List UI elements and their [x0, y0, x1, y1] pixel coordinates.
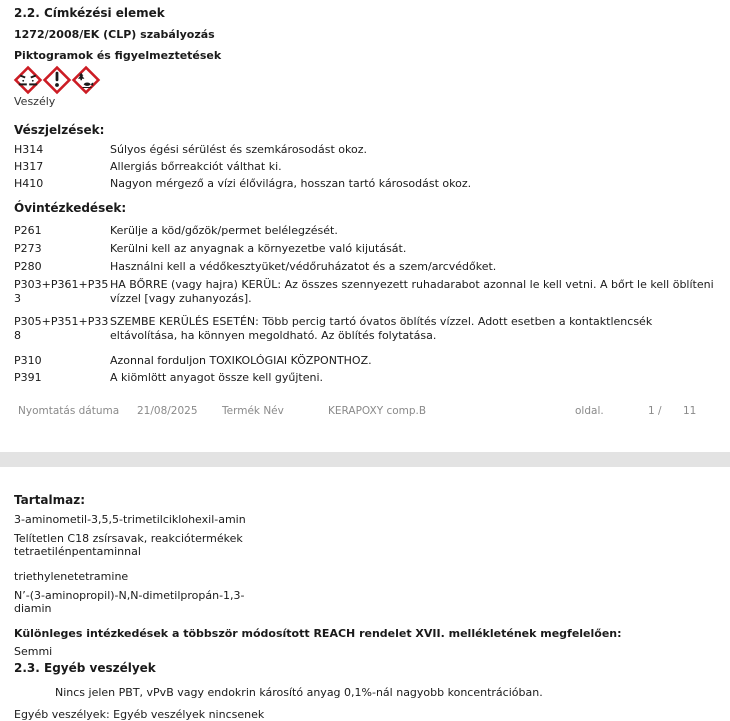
precaution-code: P310 [14, 354, 42, 367]
precaution-code: P273 [14, 242, 42, 255]
precaution-row [14, 240, 716, 258]
hazard-code: H314 [14, 143, 44, 156]
print-date-label: Nyomtatás dátuma [18, 405, 120, 417]
ghs09-environment-icon [72, 66, 100, 94]
product-name-value: KERAPOXY comp.B [328, 405, 427, 417]
page-total: 11 [683, 405, 697, 417]
hazard-text: Súlyos égési sérülést és szemkárosodást okoz. [110, 143, 367, 156]
precaution-text: HA BŐRRE (vagy hajra) KERÜL: Az összes szennyezett ruhadarabot azonnal le kell vetni. A bőrt le kell öblíteni vízzel [vagy zuhanyozás]. [110, 278, 714, 305]
precaution-text: A kiömlött anyagot össze kell gyűjteni. [110, 371, 323, 384]
ghs07-exclamation-icon [43, 66, 71, 94]
precaution-code: P305+P351+P338 [14, 315, 109, 342]
substance-item: Telítetlen C18 zsírsavak, reakciótermékek tetraetilénpentaminnal [14, 532, 243, 558]
print-date-value: 21/08/2025 [137, 405, 198, 417]
section-2-2-title: 2.2. Címkézési elemek [14, 6, 165, 20]
hazard-row [14, 175, 716, 192]
reach-restrictions-heading: Különleges intézkedések a többször módosított REACH rendelet XVII. mellékletének megfelelően: [14, 627, 622, 640]
product-name-label: Termék Név [222, 405, 284, 417]
precaution-text: Használni kell a védőkesztyüket/védőruházatot és a szem/arcvédőket. [110, 260, 497, 273]
signal-word: Veszély [14, 95, 56, 108]
reach-restrictions-value: Semmi [14, 645, 53, 658]
precaution-code: P303+P361+P353 [14, 278, 109, 305]
precaution-row [14, 352, 716, 369]
hazard-row [14, 141, 716, 158]
precaution-text: Kerülje a köd/gőzök/permet belélegzését. [110, 224, 338, 237]
page-2-content [0, 467, 730, 721]
hazard-text: Nagyon mérgező a vízi élővilágra, hosszan tartó károsodást okoz. [110, 177, 472, 190]
precaution-row [14, 222, 716, 240]
precaution-row [14, 369, 716, 386]
hazard-statements-table [14, 141, 716, 192]
precaution-row [14, 315, 716, 343]
precaution-code: P280 [14, 260, 42, 273]
ghs-pictogram-row [14, 66, 716, 94]
substance-item: 3-aminometil-3,5,5-trimetilciklohexil-amin [14, 513, 246, 526]
precaution-text: SZEMBE KERÜLÉS ESETÉN: Több percig tartó óvatos öblítés vízzel. Adott esetben a kontaktlencsék eltávolítása, ha könnyen megoldható. Az öblítés folytatása. [110, 315, 653, 342]
precaution-text: Kerülni kell az anyagnak a környezetbe való kijutását. [110, 242, 407, 255]
pbt-statement: Nincs jelen PBT, vPvB vagy endokrin károsító anyag 0,1%-nál nagyobb koncentrációban. [55, 686, 543, 699]
hazard-statements-heading: Vészjelzések: [14, 123, 105, 137]
pictograms-heading: Piktogramok és figyelmeztetések [14, 49, 222, 62]
page-break-divider [0, 452, 730, 467]
page-footer [14, 405, 716, 419]
page-label: oldal. [575, 405, 604, 417]
contains-heading: Tartalmaz: [14, 493, 85, 507]
precaution-code: P391 [14, 371, 42, 384]
substance-item: triethylenetetramine [14, 570, 129, 583]
precaution-code: P261 [14, 224, 42, 237]
precautionary-statements-heading: Óvintézkedések: [14, 201, 127, 215]
substance-item: N’-(3-aminopropil)-N,N-dimetilpropán-1,3-diamin [14, 589, 245, 615]
ghs05-corrosion-icon [14, 66, 42, 94]
section-2-3-title: 2.3. Egyéb veszélyek [14, 661, 156, 675]
precaution-row [14, 258, 716, 276]
hazard-row [14, 158, 716, 175]
hazard-text: Allergiás bőrreakciót válthat ki. [110, 160, 282, 173]
hazard-code: H317 [14, 160, 44, 173]
other-hazards-line: Egyéb veszélyek: Egyéb veszélyek nincsenek [14, 708, 265, 721]
page-current: 1 / [648, 405, 662, 417]
hazard-code: H410 [14, 177, 44, 190]
clp-regulation-line: 1272/2008/EK (CLP) szabályozás [14, 28, 215, 41]
precaution-row [14, 278, 716, 306]
precaution-text: Azonnal forduljon TOXIKOLÓGIAI KÖZPONTHOZ. [110, 354, 372, 367]
precautionary-statements-table [14, 222, 716, 386]
